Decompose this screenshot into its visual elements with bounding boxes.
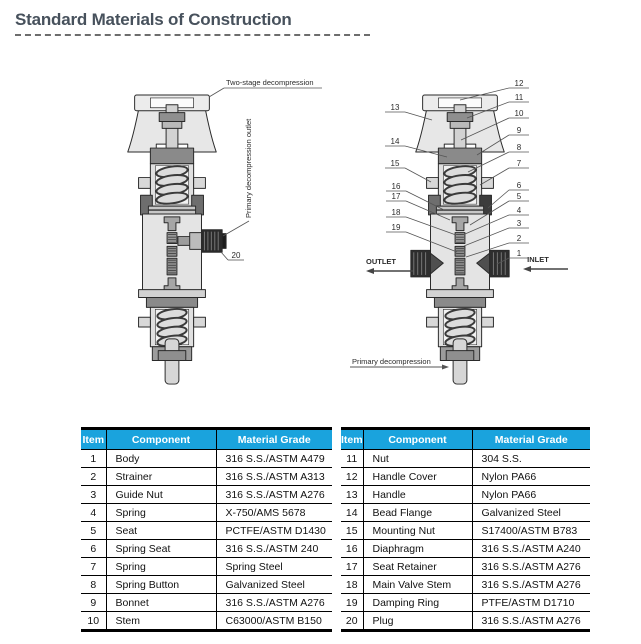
column-header: Material Grade bbox=[472, 429, 590, 450]
column-header: Component bbox=[106, 429, 216, 450]
primary-decompression-label: Primary decompression bbox=[352, 357, 431, 366]
item-cell: 13 bbox=[341, 486, 363, 504]
material-grade-cell: 316 S.S./ASTM A276 bbox=[472, 576, 590, 594]
table-row bbox=[81, 612, 332, 631]
component-cell: Handle Cover bbox=[363, 468, 472, 486]
item-cell: 11 bbox=[341, 450, 363, 468]
outlet-label: OUTLET bbox=[366, 257, 396, 266]
two-stage-label: Two-stage decompression bbox=[226, 78, 314, 87]
item-cell: 20 bbox=[341, 612, 363, 631]
table-row bbox=[341, 558, 590, 576]
valve-cross-section-numbered bbox=[400, 93, 520, 388]
callout-number: 18 bbox=[391, 208, 401, 217]
callout-number: 8 bbox=[516, 143, 522, 152]
component-cell: Seat Retainer bbox=[363, 558, 472, 576]
item-cell: 16 bbox=[341, 540, 363, 558]
inlet-arrow bbox=[523, 266, 568, 272]
component-cell: Spring bbox=[106, 558, 216, 576]
item-cell: 2 bbox=[81, 468, 106, 486]
material-grade-cell: 316 S.S./ASTM A479 bbox=[216, 450, 332, 468]
callout-number: 16 bbox=[391, 182, 401, 191]
table-row bbox=[341, 486, 590, 504]
material-grade-cell: 316 S.S./ASTM A276 bbox=[472, 612, 590, 631]
material-grade-cell: PTFE/ASTM D1710 bbox=[472, 594, 590, 612]
material-grade-cell: C63000/ASTM B150 bbox=[216, 612, 332, 631]
item-cell: 7 bbox=[81, 558, 106, 576]
table-row bbox=[81, 450, 332, 468]
valve-diagrams bbox=[0, 40, 641, 427]
material-grade-cell: 316 S.S./ASTM A240 bbox=[472, 540, 590, 558]
table-row bbox=[81, 468, 332, 486]
component-cell: Bonnet bbox=[106, 594, 216, 612]
table-header-row bbox=[341, 429, 590, 450]
callout-number: 17 bbox=[391, 192, 401, 201]
item-cell: 14 bbox=[341, 504, 363, 522]
component-cell: Main Valve Stem bbox=[363, 576, 472, 594]
material-grade-cell: 316 S.S./ASTM A276 bbox=[216, 594, 332, 612]
column-header: Material Grade bbox=[216, 429, 332, 450]
component-cell: Spring bbox=[106, 504, 216, 522]
material-grade-cell: S17400/ASTM B783 bbox=[472, 522, 590, 540]
item-cell: 17 bbox=[341, 558, 363, 576]
material-grade-cell: X-750/AMS 5678 bbox=[216, 504, 332, 522]
table-header-row bbox=[81, 429, 332, 450]
component-cell: Guide Nut bbox=[106, 486, 216, 504]
material-grade-cell: PCTFE/ASTM D1430 bbox=[216, 522, 332, 540]
callout-number: 13 bbox=[390, 103, 400, 112]
item-cell: 1 bbox=[81, 450, 106, 468]
callout-number: 7 bbox=[516, 159, 522, 168]
component-cell: Stem bbox=[106, 612, 216, 631]
table-row bbox=[341, 450, 590, 468]
item-cell: 8 bbox=[81, 576, 106, 594]
table-row bbox=[341, 504, 590, 522]
item-cell: 10 bbox=[81, 612, 106, 631]
item-cell: 15 bbox=[341, 522, 363, 540]
primary-decompression-outlet-label: Primary decompression outlet bbox=[244, 118, 253, 218]
component-cell: Seat bbox=[106, 522, 216, 540]
column-header: Component bbox=[363, 429, 472, 450]
table-row bbox=[341, 576, 590, 594]
table-row bbox=[341, 522, 590, 540]
material-grade-cell: 316 S.S./ASTM 240 bbox=[216, 540, 332, 558]
callout-number: 2 bbox=[516, 234, 522, 243]
table-row bbox=[81, 558, 332, 576]
component-cell: Damping Ring bbox=[363, 594, 472, 612]
column-header: Item bbox=[81, 429, 106, 450]
component-cell: Mounting Nut bbox=[363, 522, 472, 540]
page-header bbox=[15, 10, 626, 36]
material-grade-cell: Nylon PA66 bbox=[472, 486, 590, 504]
component-cell: Spring Button bbox=[106, 576, 216, 594]
page-title: Standard Materials of Construction bbox=[15, 10, 292, 29]
diagram-annotations bbox=[0, 40, 641, 427]
material-grade-cell: 316 S.S./ASTM A276 bbox=[472, 558, 590, 576]
item-cell: 12 bbox=[341, 468, 363, 486]
table-row bbox=[341, 612, 590, 631]
table-row bbox=[81, 504, 332, 522]
callout-number: 4 bbox=[516, 206, 522, 215]
component-cell: Bead Flange bbox=[363, 504, 472, 522]
materials-tables bbox=[81, 427, 590, 632]
component-cell: Diaphragm bbox=[363, 540, 472, 558]
component-cell: Body bbox=[106, 450, 216, 468]
item-cell: 19 bbox=[341, 594, 363, 612]
callout-number: 1 bbox=[516, 249, 522, 258]
title-dashed-rule bbox=[15, 34, 370, 36]
material-grade-cell: 304 S.S. bbox=[472, 450, 590, 468]
callout-number: 19 bbox=[391, 223, 401, 232]
inlet-label: INLET bbox=[527, 255, 549, 264]
table-row bbox=[81, 594, 332, 612]
callout-number: 11 bbox=[514, 93, 524, 102]
callout-20: 20 bbox=[231, 251, 241, 260]
callout-number: 10 bbox=[514, 109, 524, 118]
item-cell: 6 bbox=[81, 540, 106, 558]
material-grade-cell: Nylon PA66 bbox=[472, 468, 590, 486]
table-row bbox=[81, 576, 332, 594]
callout-number: 12 bbox=[514, 79, 524, 88]
material-grade-cell: 316 S.S./ASTM A313 bbox=[216, 468, 332, 486]
component-cell: Spring Seat bbox=[106, 540, 216, 558]
callout-number: 9 bbox=[516, 126, 522, 135]
materials-table-items-1-10 bbox=[81, 427, 332, 632]
component-cell: Strainer bbox=[106, 468, 216, 486]
material-grade-cell: 316 S.S./ASTM A276 bbox=[216, 486, 332, 504]
callout-number: 15 bbox=[390, 159, 400, 168]
callout-number: 14 bbox=[390, 137, 400, 146]
item-cell: 18 bbox=[341, 576, 363, 594]
callout-number: 5 bbox=[516, 192, 522, 201]
item-cell: 4 bbox=[81, 504, 106, 522]
valve-cross-section-two-stage bbox=[112, 93, 232, 388]
table-row bbox=[341, 540, 590, 558]
component-cell: Handle bbox=[363, 486, 472, 504]
table-row bbox=[341, 594, 590, 612]
item-cell: 3 bbox=[81, 486, 106, 504]
callout-number: 3 bbox=[516, 219, 522, 228]
table-row bbox=[81, 522, 332, 540]
component-cell: Plug bbox=[363, 612, 472, 631]
materials-table-items-11-20 bbox=[341, 427, 590, 632]
item-cell: 9 bbox=[81, 594, 106, 612]
table-row bbox=[81, 540, 332, 558]
component-cell: Nut bbox=[363, 450, 472, 468]
material-grade-cell: Spring Steel bbox=[216, 558, 332, 576]
column-header: Item bbox=[341, 429, 363, 450]
table-row bbox=[81, 486, 332, 504]
material-grade-cell: Galvanized Steel bbox=[216, 576, 332, 594]
table-row bbox=[341, 468, 590, 486]
item-cell: 5 bbox=[81, 522, 106, 540]
callout-number: 6 bbox=[516, 181, 522, 190]
material-grade-cell: Galvanized Steel bbox=[472, 504, 590, 522]
